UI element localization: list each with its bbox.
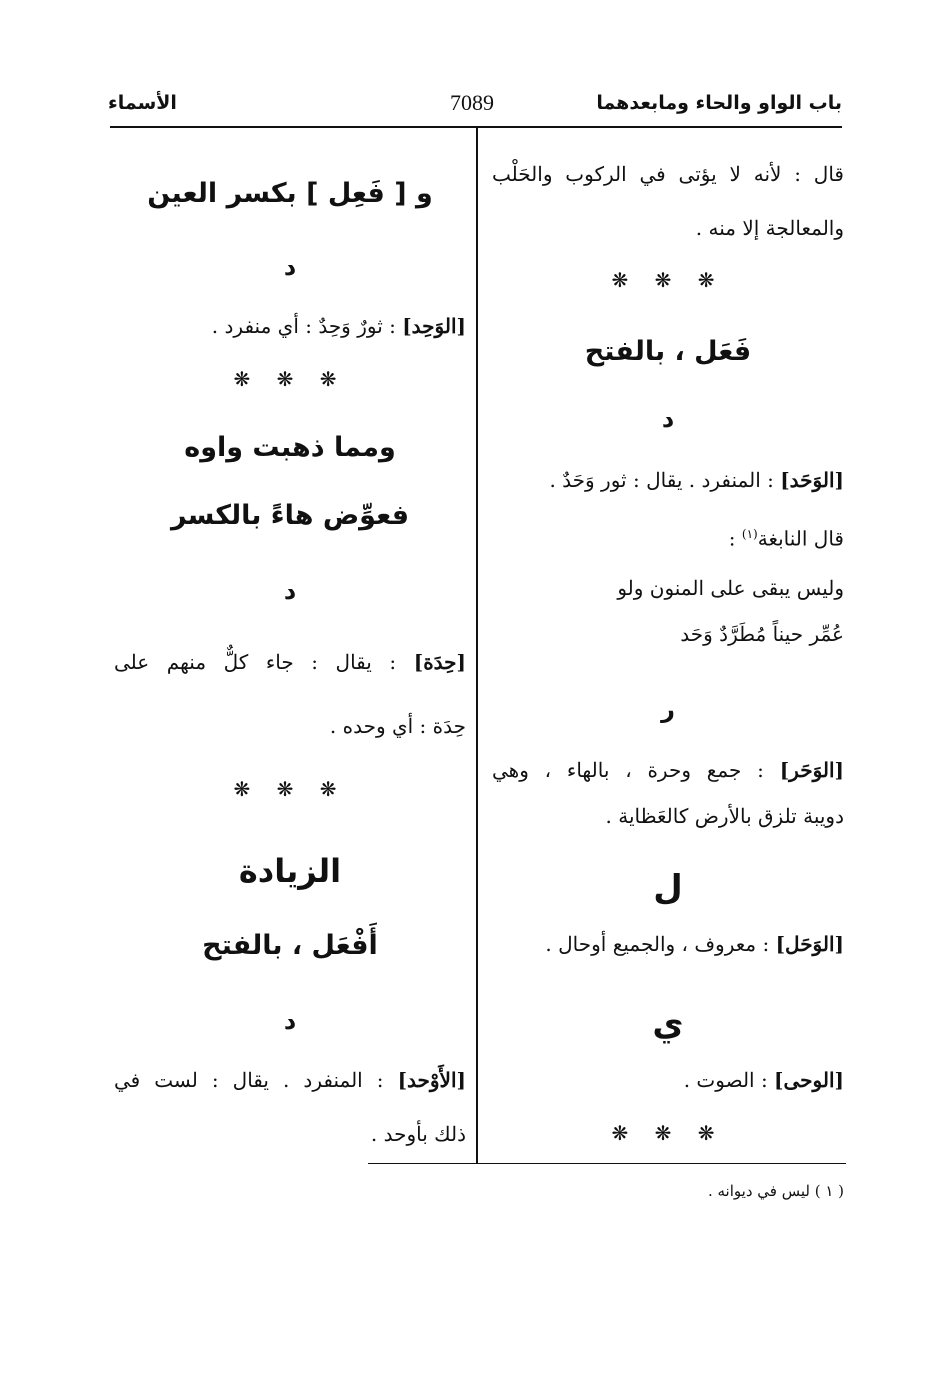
entry-definition: : جمع وحرة ، بالهاء ، وهي (492, 758, 764, 782)
colon: : (728, 526, 736, 551)
text-line: ذلك بأوحد . (370, 1122, 466, 1146)
running-head-section: الأسماء (108, 92, 177, 114)
letter-heading: د (283, 253, 297, 281)
quote-attribution (492, 520, 844, 553)
right-column (492, 150, 844, 1160)
section-heading: فَعَل ، بالفتح (584, 336, 752, 367)
entry-definition: : ثورٌ وَحِدٌ : أي منفرد . (211, 314, 396, 338)
dictionary-entry (114, 312, 466, 340)
text-line: قال : لأنه لا يؤتى في الركوب والحَلْب (492, 162, 844, 186)
section-heading: و [ فَعِل ] بكسر العين (147, 178, 433, 209)
entry-headword: [الوَحَد] (780, 468, 844, 492)
poet-name: قال النابغة (757, 526, 844, 551)
dictionary-entry (114, 1066, 466, 1094)
entry-headword: [الوَحِد] (402, 314, 466, 338)
entry-headword: [الأَوْحد] (397, 1068, 466, 1092)
entry-headword: [الوَحَل] (775, 932, 844, 956)
footnote: ( ١ ) ليس في ديوانه . (707, 1182, 844, 1200)
left-column (114, 150, 466, 1160)
entry-definition: : المنفرد . يقال : لست في (114, 1068, 384, 1092)
letter-heading: د (283, 1007, 297, 1035)
text-line: والمعالجة إلا منه . (695, 216, 844, 240)
letter-heading: د (661, 405, 675, 433)
section-separator-stars: ❋ ❋ ❋ (233, 367, 347, 391)
section-heading: فعوِّض هاءً بالكسر (170, 500, 410, 531)
running-head-chapter: باب الواو والحاء ومابعدهما (596, 92, 842, 114)
entry-headword: [الوَحَر] (779, 758, 845, 782)
letter-heading: ل (653, 868, 683, 908)
section-heading: ومما ذهبت واوه (184, 432, 396, 463)
column-divider (476, 128, 478, 1164)
entry-definition: : يقال : جاء كلٌّ منهم على (114, 650, 397, 674)
entry-definition: : المنفرد . يقال : ثور وَحَدٌ . (549, 468, 774, 492)
dictionary-entry (492, 1066, 844, 1094)
page-number: 7089 (450, 90, 494, 115)
dictionary-entry (492, 466, 844, 494)
entry-definition: : الصوت . (683, 1068, 768, 1092)
verse-line: وليس يبقى على المنون ولو (617, 576, 844, 600)
verse-line: عُمِّر حيناً مُطَرَّدٌ وَحَد (680, 622, 844, 646)
entry-headword: [الوحى] (774, 1068, 844, 1092)
text-line: دويبة تلزق بالأرض كالعَظاية . (605, 804, 844, 828)
entry-headword: [حِدَة] (413, 650, 466, 674)
dictionary-entry (492, 930, 844, 958)
section-separator-stars: ❋ ❋ ❋ (611, 268, 725, 292)
letter-heading: د (283, 577, 297, 605)
letter-heading: ي (652, 1004, 684, 1044)
section-heading: الزيادة (238, 852, 342, 890)
letter-heading: ر (661, 695, 675, 723)
entry-definition: : معروف ، والجميع أوحال . (545, 932, 770, 956)
section-separator-stars: ❋ ❋ ❋ (233, 777, 347, 801)
text-line: حِدَة : أي وحده . (329, 714, 466, 738)
footnote-ref: (١) (741, 527, 758, 541)
section-separator-stars: ❋ ❋ ❋ (611, 1121, 725, 1145)
dictionary-entry (492, 756, 844, 784)
dictionary-entry (114, 648, 466, 676)
footnote-rule (368, 1163, 846, 1164)
section-heading: أَفْعَل ، بالفتح (202, 930, 378, 961)
